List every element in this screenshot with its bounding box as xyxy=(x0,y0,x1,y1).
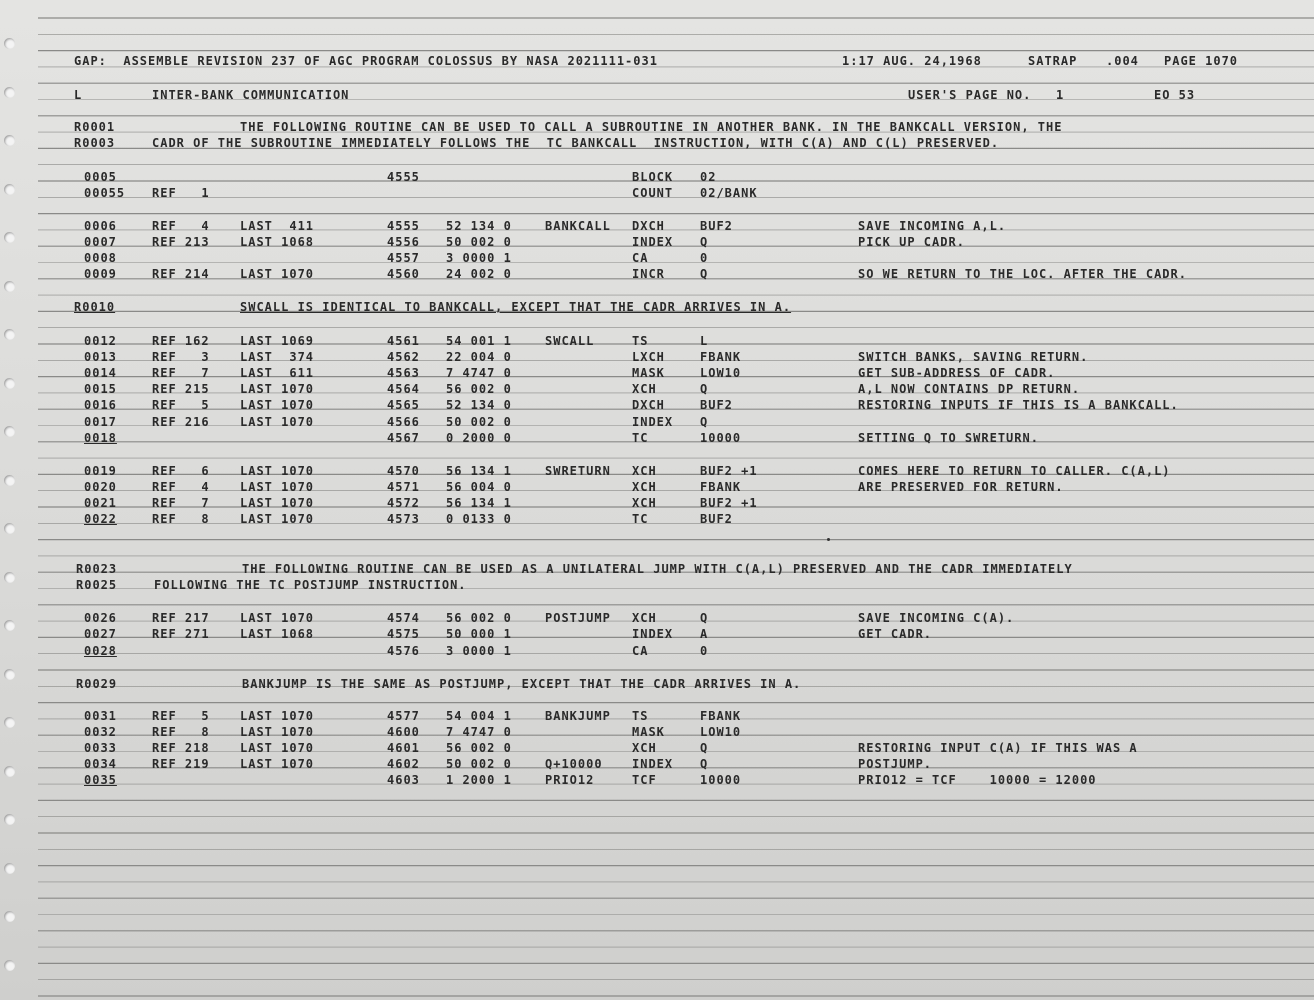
line-octal-word: 24 002 0 xyxy=(446,267,512,281)
line-opcode: INDEX xyxy=(632,757,674,771)
remark-seq: R0023 xyxy=(76,562,118,576)
line-octal-word: 56 002 0 xyxy=(446,741,512,755)
line-operand: FBANK xyxy=(700,350,742,364)
line-comment: SAVE INCOMING C(A). xyxy=(858,611,1015,625)
line-opcode: CA xyxy=(632,251,649,265)
line-seq: 0006 xyxy=(84,219,117,233)
line-opcode: BLOCK xyxy=(632,170,674,184)
line-address: 4565 xyxy=(387,398,420,412)
line-opcode: TS xyxy=(632,334,649,348)
remark-text: FOLLOWING THE TC POSTJUMP INSTRUCTION. xyxy=(154,578,467,592)
line-comment: SAVE INCOMING A,L. xyxy=(858,219,1007,233)
line-address: 4560 xyxy=(387,267,420,281)
line-address: 4555 xyxy=(387,219,420,233)
line-ref: REF 215 xyxy=(152,382,210,396)
line-address: 4564 xyxy=(387,382,420,396)
line-label: SWCALL xyxy=(545,334,595,348)
line-address: 4603 xyxy=(387,773,420,787)
remark-text: BANKJUMP IS THE SAME AS POSTJUMP, EXCEPT THAT THE CADR ARRIVES IN A. xyxy=(242,677,802,691)
line-ref: REF 162 xyxy=(152,334,210,348)
remark-seq: R0003 xyxy=(74,136,116,150)
feed-hole xyxy=(4,911,15,922)
header-page: PAGE 1070 xyxy=(1164,54,1239,68)
line-ref: REF 8 xyxy=(152,512,210,526)
line-opcode: CA xyxy=(632,644,649,658)
feed-hole xyxy=(4,814,15,825)
feed-hole xyxy=(4,863,15,874)
remark-seq: R0029 xyxy=(76,677,118,691)
line-seq: 0013 xyxy=(84,350,117,364)
line-label: POSTJUMP xyxy=(545,611,611,625)
line-octal-word: 3 0000 1 xyxy=(446,251,512,265)
line-opcode: INDEX xyxy=(632,235,674,249)
line-seq: 0014 xyxy=(84,366,117,380)
line-seq: 0021 xyxy=(84,496,117,510)
remark-line xyxy=(0,136,1000,150)
line-opcode: XCH xyxy=(632,611,657,625)
line-octal-word: 54 001 1 xyxy=(446,334,512,348)
line-operand: Q xyxy=(700,267,709,281)
line-address: 4573 xyxy=(387,512,420,526)
line-seq: 0027 xyxy=(84,627,117,641)
line-operand: LOW10 xyxy=(700,725,742,739)
line-seq: 0015 xyxy=(84,382,117,396)
line-comment: PRIO12 = TCF 10000 = 12000 xyxy=(858,773,1097,787)
line-seq: 0019 xyxy=(84,464,117,478)
line-operand: L xyxy=(700,334,709,348)
line-opcode: DXCH xyxy=(632,219,665,233)
line-address: 4570 xyxy=(387,464,420,478)
line-comment: GET SUB-ADDRESS OF CADR. xyxy=(858,366,1056,380)
line-address: 4561 xyxy=(387,334,420,348)
line-operand: BUF2 xyxy=(700,398,733,412)
line-comment: SETTING Q TO SWRETURN. xyxy=(858,431,1039,445)
line-last: LAST 611 xyxy=(240,366,315,380)
line-last: LAST 1068 xyxy=(240,235,315,249)
line-operand: 10000 xyxy=(700,431,742,445)
line-comment: SWITCH BANKS, SAVING RETURN. xyxy=(858,350,1089,364)
line-last: LAST 1070 xyxy=(240,757,315,771)
line-seq: 0033 xyxy=(84,741,117,755)
line-operand: 10000 xyxy=(700,773,742,787)
line-comment: ARE PRESERVED FOR RETURN. xyxy=(858,480,1064,494)
line-last: LAST 1068 xyxy=(240,627,315,641)
line-opcode: TS xyxy=(632,709,649,723)
line-ref: REF 271 xyxy=(152,627,210,641)
line-opcode: MASK xyxy=(632,366,665,380)
line-address: 4567 xyxy=(387,431,420,445)
line-operand: BUF2 xyxy=(700,512,733,526)
remark-line xyxy=(0,562,1073,576)
line-operand: LOW10 xyxy=(700,366,742,380)
line-operand: 02 xyxy=(700,170,717,184)
line-ref: REF 1 xyxy=(152,186,210,200)
line-opcode: XCH xyxy=(632,496,657,510)
stray-ink-dot xyxy=(827,538,830,541)
line-octal-word: 50 000 1 xyxy=(446,627,512,641)
line-seq: 0034 xyxy=(84,757,117,771)
line-opcode: TC xyxy=(632,431,649,445)
line-seq: 0018 xyxy=(84,431,117,445)
line-operand: 0 xyxy=(700,644,709,658)
feed-hole xyxy=(4,232,15,243)
line-seq: 0035 xyxy=(84,773,117,787)
line-comment: A,L NOW CONTAINS DP RETURN. xyxy=(858,382,1081,396)
line-last: LAST 1070 xyxy=(240,480,315,494)
remark-line xyxy=(0,300,792,314)
line-octal-word: 52 134 0 xyxy=(446,219,512,233)
line-ref: REF 216 xyxy=(152,415,210,429)
line-seq: 0008 xyxy=(84,251,117,265)
line-octal-word: 56 004 0 xyxy=(446,480,512,494)
line-octal-word: 0 0133 0 xyxy=(446,512,512,526)
line-last: LAST 1070 xyxy=(240,512,315,526)
line-comment: POSTJUMP. xyxy=(858,757,933,771)
line-label: BANKJUMP xyxy=(545,709,611,723)
line-opcode: LXCH xyxy=(632,350,665,364)
line-operand: 02/BANK xyxy=(700,186,758,200)
line-opcode: XCH xyxy=(632,464,657,478)
line-comment: SO WE RETURN TO THE LOC. AFTER THE CADR. xyxy=(858,267,1187,281)
line-comment: RESTORING INPUTS IF THIS IS A BANKCALL. xyxy=(858,398,1179,412)
line-octal-word: 50 002 0 xyxy=(446,415,512,429)
line-seq: 0016 xyxy=(84,398,117,412)
line-octal-word: 7 4747 0 xyxy=(446,725,512,739)
line-octal-word: 56 002 0 xyxy=(446,382,512,396)
line-last: LAST 1069 xyxy=(240,334,315,348)
feed-hole xyxy=(4,426,15,437)
line-seq: 0031 xyxy=(84,709,117,723)
line-address: 4562 xyxy=(387,350,420,364)
line-ref: REF 6 xyxy=(152,464,210,478)
remark-seq: R0001 xyxy=(74,120,116,134)
line-seq: 0017 xyxy=(84,415,117,429)
line-seq: 0012 xyxy=(84,334,117,348)
line-address: 4555 xyxy=(387,170,420,184)
line-opcode: DXCH xyxy=(632,398,665,412)
line-ref: REF 4 xyxy=(152,480,210,494)
remark-text: CADR OF THE SUBROUTINE IMMEDIATELY FOLLOWS THE TC BANKCALL INSTRUCTION, WITH C(A) AND C(L) PRESERVED. xyxy=(152,136,1000,150)
line-octal-word: 56 002 0 xyxy=(446,611,512,625)
line-last: LAST 1070 xyxy=(240,496,315,510)
line-address: 4563 xyxy=(387,366,420,380)
line-opcode: INDEX xyxy=(632,627,674,641)
line-address: 4566 xyxy=(387,415,420,429)
line-operand: BUF2 xyxy=(700,219,733,233)
line-seq: 0026 xyxy=(84,611,117,625)
line-address: 4571 xyxy=(387,480,420,494)
feed-hole xyxy=(4,766,15,777)
line-last: LAST 1070 xyxy=(240,267,315,281)
line-last: LAST 411 xyxy=(240,219,315,233)
line-address: 4575 xyxy=(387,627,420,641)
line-octal-word: 50 002 0 xyxy=(446,235,512,249)
line-octal-word: 52 134 0 xyxy=(446,398,512,412)
remark-text: THE FOLLOWING ROUTINE CAN BE USED TO CALL A SUBROUTINE IN ANOTHER BANK. IN THE BANKCALL VERSION, THE xyxy=(240,120,1063,134)
line-last: LAST 1070 xyxy=(240,398,315,412)
line-operand: Q xyxy=(700,382,709,396)
line-octal-word: 22 004 0 xyxy=(446,350,512,364)
line-seq: 0007 xyxy=(84,235,117,249)
line-address: 4577 xyxy=(387,709,420,723)
line-last: LAST 1070 xyxy=(240,415,315,429)
line-address: 4574 xyxy=(387,611,420,625)
line-address: 4557 xyxy=(387,251,420,265)
line-opcode: XCH xyxy=(632,382,657,396)
line-seq: 0005 xyxy=(84,170,117,184)
line-octal-word: 3 0000 1 xyxy=(446,644,512,658)
line-seq: 0020 xyxy=(84,480,117,494)
line-operand: A xyxy=(700,627,709,641)
line-operand: Q xyxy=(700,415,709,429)
line-seq: 0032 xyxy=(84,725,117,739)
line-octal-word: 1 2000 1 xyxy=(446,773,512,787)
line-comment: RESTORING INPUT C(A) IF THIS WAS A xyxy=(858,741,1138,755)
line-last: LAST 1070 xyxy=(240,725,315,739)
line-ref: REF 5 xyxy=(152,398,210,412)
line-address: 4572 xyxy=(387,496,420,510)
line-ref: REF 218 xyxy=(152,741,210,755)
line-operand: BUF2 +1 xyxy=(700,464,758,478)
users-page-number: USER'S PAGE NO. 1 xyxy=(908,88,1065,102)
line-octal-word: 0 2000 0 xyxy=(446,431,512,445)
line-address: 4601 xyxy=(387,741,420,755)
line-ref: REF 214 xyxy=(152,267,210,281)
line-operand: 0 xyxy=(700,251,709,265)
line-seq: 00055 xyxy=(84,186,126,200)
feed-hole xyxy=(4,281,15,292)
feed-hole xyxy=(4,523,15,534)
line-operand: Q xyxy=(700,235,709,249)
line-octal-word: 56 134 1 xyxy=(446,464,512,478)
line-last: LAST 1070 xyxy=(240,464,315,478)
line-opcode: MASK xyxy=(632,725,665,739)
line-ref: REF 219 xyxy=(152,757,210,771)
line-opcode: XCH xyxy=(632,741,657,755)
line-label: Q+10000 xyxy=(545,757,603,771)
line-comment: GET CADR. xyxy=(858,627,933,641)
line-ref: REF 5 xyxy=(152,709,210,723)
line-address: 4556 xyxy=(387,235,420,249)
line-last: LAST 1070 xyxy=(240,382,315,396)
remark-line xyxy=(0,578,467,592)
line-last: LAST 1070 xyxy=(240,611,315,625)
line-address: 4600 xyxy=(387,725,420,739)
line-operand: Q xyxy=(700,741,709,755)
remark-line xyxy=(0,677,802,691)
header-satrap: SATRAP xyxy=(1028,54,1078,68)
remark-seq: R0025 xyxy=(76,578,118,592)
line-address: 4576 xyxy=(387,644,420,658)
line-last: LAST 1070 xyxy=(240,709,315,723)
line-label: PRIO12 xyxy=(545,773,595,787)
line-opcode: XCH xyxy=(632,480,657,494)
line-ref: REF 7 xyxy=(152,496,210,510)
line-operand: BUF2 +1 xyxy=(700,496,758,510)
line-opcode: COUNT xyxy=(632,186,674,200)
feed-hole xyxy=(4,38,15,49)
line-seq: 0009 xyxy=(84,267,117,281)
line-ref: REF 4 xyxy=(152,219,210,233)
line-comment: PICK UP CADR. xyxy=(858,235,965,249)
line-ref: REF 3 xyxy=(152,350,210,364)
line-operand: Q xyxy=(700,757,709,771)
section-code: L xyxy=(74,88,83,102)
eo-number: EO 53 xyxy=(1154,88,1196,102)
line-opcode: TC xyxy=(632,512,649,526)
line-opcode: INDEX xyxy=(632,415,674,429)
line-label: SWRETURN xyxy=(545,464,611,478)
line-octal-word: 50 002 0 xyxy=(446,757,512,771)
line-operand: FBANK xyxy=(700,480,742,494)
line-octal-word: 56 134 1 xyxy=(446,496,512,510)
line-ref: REF 217 xyxy=(152,611,210,625)
line-opcode: TCF xyxy=(632,773,657,787)
line-operand: FBANK xyxy=(700,709,742,723)
line-opcode: INCR xyxy=(632,267,665,281)
feed-hole xyxy=(4,960,15,971)
remark-line xyxy=(0,120,1063,134)
feed-hole xyxy=(4,378,15,389)
remark-text: THE FOLLOWING ROUTINE CAN BE USED AS A UNILATERAL JUMP WITH C(A,L) PRESERVED AND THE CADR IMMEDIATELY xyxy=(242,562,1073,576)
line-operand: Q xyxy=(700,611,709,625)
line-last: LAST 374 xyxy=(240,350,315,364)
header-version: .004 xyxy=(1106,54,1139,68)
line-octal-word: 54 004 1 xyxy=(446,709,512,723)
section-title: INTER-BANK COMMUNICATION xyxy=(152,88,350,102)
line-comment: COMES HERE TO RETURN TO CALLER. C(A,L) xyxy=(858,464,1171,478)
header-title: GAP: ASSEMBLE REVISION 237 OF AGC PROGRAM COLOSSUS BY NASA 2021111-031 xyxy=(74,54,658,68)
line-ref: REF 8 xyxy=(152,725,210,739)
line-ref: REF 213 xyxy=(152,235,210,249)
remark-seq: R0010 xyxy=(74,300,116,314)
feed-hole xyxy=(4,475,15,486)
line-ref: REF 7 xyxy=(152,366,210,380)
section-line xyxy=(0,88,1196,102)
line-address: 4602 xyxy=(387,757,420,771)
line-seq: 0028 xyxy=(84,644,117,658)
remark-text: SWCALL IS IDENTICAL TO BANKCALL, EXCEPT THAT THE CADR ARRIVES IN A. xyxy=(240,300,792,314)
line-last: LAST 1070 xyxy=(240,741,315,755)
header-timestamp: 1:17 AUG. 24,1968 xyxy=(842,54,982,68)
header-line xyxy=(0,54,1239,68)
line-octal-word: 7 4747 0 xyxy=(446,366,512,380)
line-label: BANKCALL xyxy=(545,219,611,233)
line-seq: 0022 xyxy=(84,512,117,526)
